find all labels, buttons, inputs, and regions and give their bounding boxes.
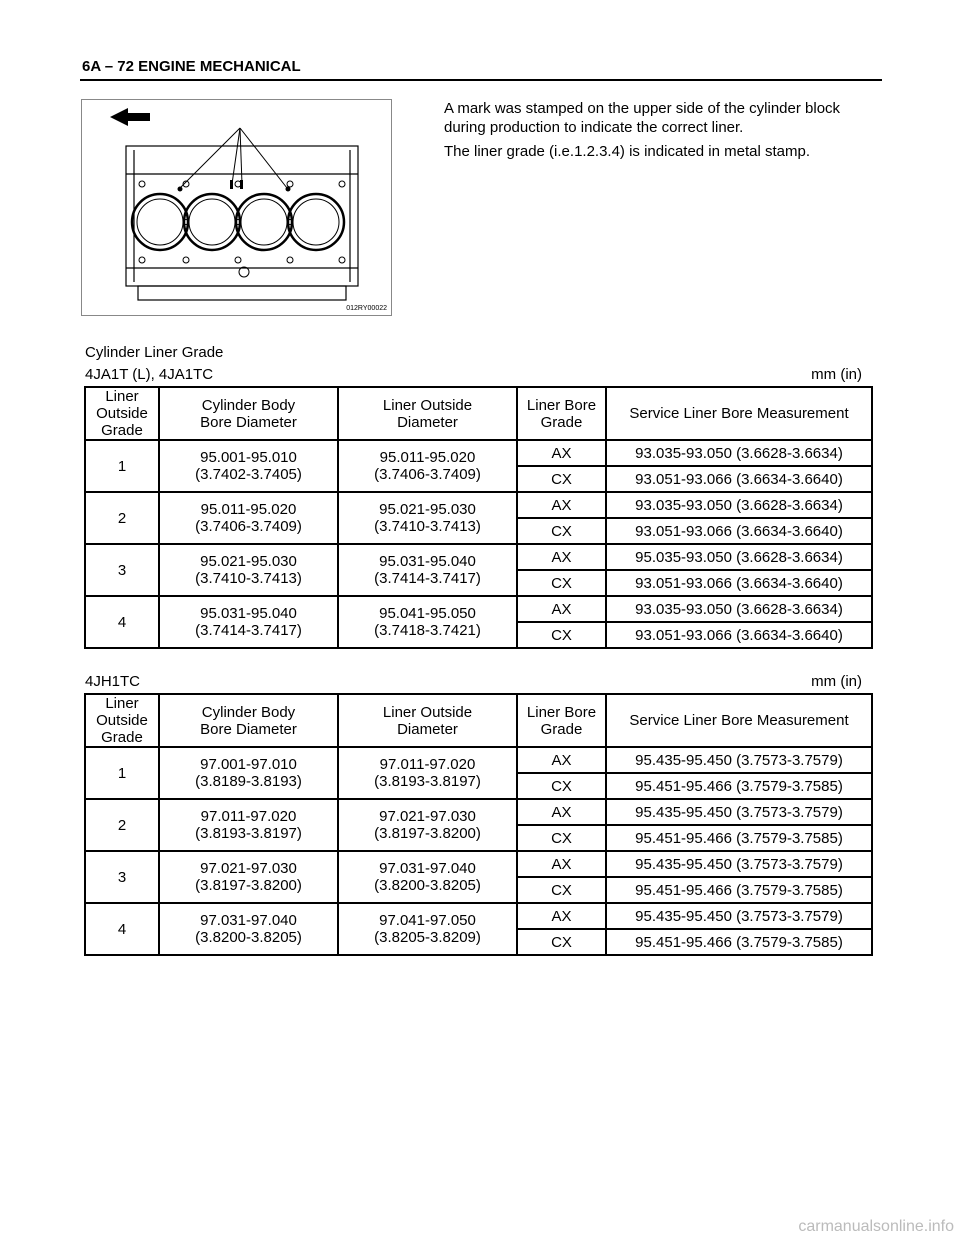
bore-cell: 97.001-97.010 (3.8189-3.8193) (159, 747, 338, 799)
table-header-row (85, 694, 872, 747)
measurement-cell: 93.035-93.050 (3.6628-3.6634) (606, 492, 872, 518)
measurement-cell: 95.435-95.450 (3.7573-3.7579) (606, 903, 872, 929)
table-row (85, 903, 872, 929)
liner-bore-grade-cell: CX (517, 877, 606, 903)
col-liner-bore-grade: Liner Bore Grade (517, 694, 606, 747)
outside-cell: 95.031-95.040 (3.7414-3.7417) (338, 544, 517, 596)
grade-cell: 2 (85, 492, 159, 544)
measurement-cell: 95.451-95.466 (3.7579-3.7585) (606, 877, 872, 903)
liner-bore-grade-cell: CX (517, 570, 606, 596)
table-row (85, 440, 872, 466)
col-service-measurement: Service Liner Bore Measurement (606, 694, 872, 747)
measurement-cell: 93.035-93.050 (3.6628-3.6634) (606, 596, 872, 622)
liner-grade-table-4ja1 (84, 386, 873, 649)
bore-cell: 97.031-97.040 (3.8200-3.8205) (159, 903, 338, 955)
measurement-cell: 93.051-93.066 (3.6634-3.6640) (606, 622, 872, 648)
measurement-cell: 95.035-93.050 (3.6628-3.6634) (606, 544, 872, 570)
table-row (85, 851, 872, 877)
grade-cell: 3 (85, 851, 159, 903)
liner-bore-grade-cell: CX (517, 825, 606, 851)
table-row (85, 596, 872, 622)
front-arrow-icon (110, 108, 150, 126)
outside-cell: 95.021-95.030 (3.7410-3.7413) (338, 492, 517, 544)
col-liner-outside-diameter: Liner Outside Diameter (338, 694, 517, 747)
liner-bore-grade-cell: CX (517, 929, 606, 955)
col-liner-outside-grade: Liner Outside Grade (85, 694, 159, 747)
table-header-row (85, 387, 872, 440)
outside-cell: 95.041-95.050 (3.7418-3.7421) (338, 596, 517, 648)
liner-bore-grade-cell: AX (517, 544, 606, 570)
cylinder-block-figure (81, 99, 392, 316)
outside-cell: 97.021-97.030 (3.8197-3.8200) (338, 799, 517, 851)
intro-text (444, 99, 874, 166)
liner-grade-table-4jh1 (84, 693, 873, 956)
measurement-cell: 93.035-93.050 (3.6628-3.6634) (606, 440, 872, 466)
col-liner-outside-diameter: Liner Outside Diameter (338, 387, 517, 440)
cylinder-block-illustration (82, 100, 391, 315)
grade-cell: 1 (85, 747, 159, 799)
table-model: 4JA1T (L), 4JA1TC (85, 366, 214, 383)
liner-bore-grade-cell: CX (517, 773, 606, 799)
table-row (85, 544, 872, 570)
watermark: carmanualsonline.info (798, 1218, 954, 1235)
page-header: 6A – 72 ENGINE MECHANICAL (82, 58, 301, 75)
grade-cell: 3 (85, 544, 159, 596)
grade-cell: 1 (85, 440, 159, 492)
measurement-cell: 93.051-93.066 (3.6634-3.6640) (606, 466, 872, 492)
liner-bore-grade-cell: CX (517, 622, 606, 648)
table-row (85, 747, 872, 773)
measurement-cell: 93.051-93.066 (3.6634-3.6640) (606, 570, 872, 596)
section-caption: Cylinder Liner Grade (85, 344, 224, 361)
liner-bore-grade-cell: AX (517, 903, 606, 929)
col-cylinder-bore: Cylinder Body Bore Diameter (159, 694, 338, 747)
outside-cell: 97.011-97.020 (3.8193-3.8197) (338, 747, 517, 799)
liner-bore-grade-cell: AX (517, 596, 606, 622)
figure-code: 012RY00022 (346, 305, 387, 312)
measurement-cell: 95.451-95.466 (3.7579-3.7585) (606, 929, 872, 955)
outside-cell: 95.011-95.020 (3.7406-3.7409) (338, 440, 517, 492)
grade-cell: 4 (85, 903, 159, 955)
liner-bore-grade-cell: AX (517, 492, 606, 518)
table-row (85, 799, 872, 825)
table-unit: mm (in) (811, 673, 862, 690)
col-service-measurement: Service Liner Bore Measurement (606, 387, 872, 440)
bore-cell: 95.001-95.010 (3.7402-3.7405) (159, 440, 338, 492)
bore-cell: 95.021-95.030 (3.7410-3.7413) (159, 544, 338, 596)
bore-cell: 97.011-97.020 (3.8193-3.8197) (159, 799, 338, 851)
col-liner-outside-grade: Liner Outside Grade (85, 387, 159, 440)
table-unit: mm (in) (811, 366, 862, 383)
liner-bore-grade-cell: CX (517, 518, 606, 544)
liner-bore-grade-cell: AX (517, 440, 606, 466)
intro-paragraph: A mark was stamped on the upper side of the cylinder block during production to indicate the correct liner. (444, 100, 841, 136)
outside-cell: 97.041-97.050 (3.8205-3.8209) (338, 903, 517, 955)
table-row (85, 492, 872, 518)
measurement-cell: 93.051-93.066 (3.6634-3.6640) (606, 518, 872, 544)
liner-bore-grade-cell: AX (517, 799, 606, 825)
measurement-cell: 95.451-95.466 (3.7579-3.7585) (606, 773, 872, 799)
intro-paragraph: The liner grade (i.e.1.2.3.4) is indicated in metal stamp. (444, 143, 811, 160)
outside-cell: 97.031-97.040 (3.8200-3.8205) (338, 851, 517, 903)
bore-cell: 97.021-97.030 (3.8197-3.8200) (159, 851, 338, 903)
measurement-cell: 95.435-95.450 (3.7573-3.7579) (606, 747, 872, 773)
grade-cell: 2 (85, 799, 159, 851)
col-cylinder-bore: Cylinder Body Bore Diameter (159, 387, 338, 440)
table-header-4ja1 (85, 366, 862, 383)
header-rule (80, 79, 882, 81)
measurement-cell: 95.451-95.466 (3.7579-3.7585) (606, 825, 872, 851)
table-model: 4JH1TC (85, 673, 141, 690)
bore-cell: 95.011-95.020 (3.7406-3.7409) (159, 492, 338, 544)
measurement-cell: 95.435-95.450 (3.7573-3.7579) (606, 851, 872, 877)
table-header-4jh1 (85, 673, 862, 690)
liner-bore-grade-cell: CX (517, 466, 606, 492)
bore-cell: 95.031-95.040 (3.7414-3.7417) (159, 596, 338, 648)
col-liner-bore-grade: Liner Bore Grade (517, 387, 606, 440)
grade-cell: 4 (85, 596, 159, 648)
liner-bore-grade-cell: AX (517, 851, 606, 877)
liner-bore-grade-cell: AX (517, 747, 606, 773)
measurement-cell: 95.435-95.450 (3.7573-3.7579) (606, 799, 872, 825)
